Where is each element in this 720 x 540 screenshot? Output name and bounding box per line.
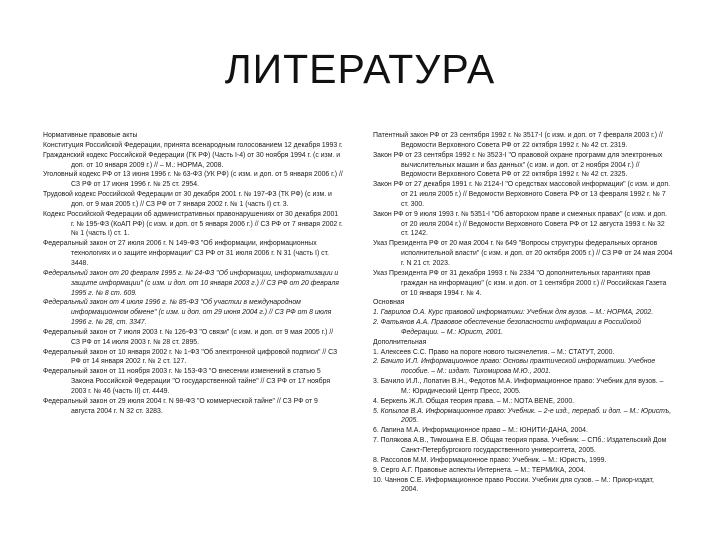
reference-entry: Федеральный закон от 11 ноября 2003 г. № 153-ФЗ "О внесении изменений в статью 5 Закона Российской Федерации "О государственной тайне" // СЗ РФ от 17 ноября 2003 г. № 46 (часть II) ст. 4449. xyxy=(43,368,331,395)
reference-entry: Уголовный кодекс РФ от 13 июня 1996 г. № 63-ФЗ (УК РФ) (с изм. и доп. от 5 января 2006 г.) // СЗ РФ от 17 июня 1996 г. № 25 ст. 2954. xyxy=(43,171,343,189)
reference-entry: Федеральный закон от 4 июля 1996 г. № 85-ФЗ "Об участии в международном информационном обмене" (с изм. и доп. от 29 июня 2004 г.) // СЗ РФ от 8 июля 1996 г. № 28, ст. 3347. xyxy=(43,299,332,327)
reference-entry: Указ Президента РФ от 31 декабря 1993 г. № 2334 "О дополнительных гарантиях прав граждан на информацию" (с изм. и доп. от 1 сентября 2000 г.) // Российская Газета от 10 января 1994 г. № 4. xyxy=(373,269,667,297)
section-heading: Дополнительная xyxy=(373,338,427,346)
reference-entry: Федеральный закон от 27 июля 2006 г. N 149-ФЗ "Об информации, информационных технологиях и о защите информации" СЗ РФ от 31 июля 2006 г. N 31 (часть I) ст. 3448. xyxy=(43,240,329,267)
reference-entry: Конституция Российской Федерации, принята всенародным голосованием 12 декабря 1993 г. xyxy=(43,141,343,149)
reference-entry: Кодекс Российской Федерации об административных правонарушениях от 30 декабря 2001 г. № 195-ФЗ (КоАП РФ) (с изм. и доп. от 5 января 2006 г.) // СЗ РФ от 7 января 2002 г. № 1 (часть I) ст. 1. xyxy=(43,210,343,238)
reference-entry: 9. Серго А.Г. Правовые аспекты Интернета. – М.: ТЕРМИКА, 2004. xyxy=(373,466,586,474)
reference-entry: 10. Чаннов С.Е. Информационное право России. Учебник для сузов. – М.: Приор-издат, 2004. xyxy=(373,476,654,494)
reference-entry: Трудовой кодекс Российской Федерации от 30 декабря 2001 г. № 197-ФЗ (ТК РФ) (с изм. и доп. от 9 мая 2005 г.) // СЗ РФ от 7 января 2002 г. № 1 (часть I) ст. 3. xyxy=(43,191,332,208)
reference-entry: 2. Фатьянов А.А. Правовое обеспечение безопасности информации в Российской Федерации. – М.: Юрист, 2001. xyxy=(373,319,642,336)
reference-entry: 5. Копылов В.А. Информационное право: Учебник. – 2-е изд., перераб. и доп. – М.: Юристъ, 2005. xyxy=(373,407,672,425)
reference-entry: 3. Бачило И.Л., Лопатин В.Н., Федотов М.А. Информационное право: Учебник для вузов. – М.: Юридический Центр Пресс, 2005. xyxy=(373,378,664,395)
reference-entry: 2. Бачило И.Л. Информационное право: Основы практической информатики. Учебное пособие. – М.: издат. Тихомирова М.Ю., 2001. xyxy=(373,358,656,376)
reference-entry: Гражданский кодекс Российской Федерации (ГК РФ) (Часть I-4) от 30 ноября 1994 г. (с изм. и доп. от 10 января 2009 г.) // – М.: НОРМА, 2008. xyxy=(43,151,341,169)
reference-entry: Закон РФ от 27 декабря 1991 г. № 2124-I "О средствах массовой информации" (с изм. и доп. от 21 июля 2005 г.) // Ведомости Верховного Совета РФ от 13 февраля 1992 г. № 7 ст. 300. xyxy=(373,181,671,208)
slide-title: ЛИТЕРАТУРА xyxy=(224,46,496,92)
reference-entry: 6. Лапина М.А. Информационное право – М.: ЮНИТИ-ДАНА, 2004. xyxy=(373,427,588,435)
reference-entry: Указ Президента РФ от 20 мая 2004 г. № 649 "Вопросы структуры федеральных органов исполнительной власти" (с изм. и доп. от 20 октября 2005 г.) // СЗ РФ от 24 мая 2004 г. N 21 ст. 2023. xyxy=(373,240,673,267)
references-left-column xyxy=(43,131,343,416)
reference-entry: Закон РФ от 23 сентября 1992 г. № 3523-I "О правовой охране программ для электронных вычислительных машин и баз данных" (с изм. и доп. от 2 ноября 2004 г.) // Ведомости Верховного Совета РФ от 22 октября 1992 г. № 42 ст. 2325. xyxy=(373,151,663,179)
reference-entry: Патентный закон РФ от 23 сентября 1992 г. № 3517-I (с изм. и доп. от 7 февраля 2003 г.) // Ведомости Верховного Совета РФ от 22 октября 1992 г. № 42 ст. 2319. xyxy=(373,132,663,149)
references-right-column xyxy=(373,131,673,495)
reference-entry: Федеральный закон от 10 января 2002 г. № 1-ФЗ "Об электронной цифровой подписи" // СЗ РФ от 14 января 2002 г. № 2 ст. 127. xyxy=(43,348,338,366)
reference-entry: 7. Полякова А.В., Тимошина Е.В. Общая теория права. Учебник. – СПб.: Издательский Дом Санкт-Петербургского государственного университета, 2005. xyxy=(373,437,667,454)
reference-entry: Федеральный закон от 7 июля 2003 г. № 126-ФЗ "О связи" (с изм. и доп. от 9 мая 2005 г.) // СЗ РФ от 14 июля 2003 г. № 28 ст. 2895. xyxy=(43,328,334,346)
section-heading: Нормативные правовые акты xyxy=(43,132,138,139)
reference-entry: Федеральный закон от 20 февраля 1995 г. № 24-ФЗ "Об информации, информатизации и защите информации" (с изм. и доп. от 10 января 2003 г.) // СЗ РФ от 20 февраля 1995 г. № 8 ст. 609. xyxy=(43,269,339,297)
reference-entry: 8. Рассолов М.М. Информационное право: Учебник. – М.: Юристъ, 1999. xyxy=(373,456,607,464)
section-heading: Основная xyxy=(373,299,405,307)
reference-entry: 1. Гаврилов О.А. Курс правовой информатики: Учебник для вузов. – М.: НОРМА, 2002. xyxy=(373,309,654,317)
reference-entry: 1. Алексеев С.С. Право на пороге нового тысячелетия. – М.: СТАТУТ, 2000. xyxy=(373,348,615,356)
reference-entry: Федеральный закон от 29 июля 2004 г. N 98-ФЗ "О коммерческой тайне" // СЗ РФ от 9 августа 2004 г. N 32 ст. 3283. xyxy=(43,397,318,415)
reference-entry: Закон РФ от 9 июля 1993 г. № 5351-I "Об авторском праве и смежных правах" (с изм. и доп. от 20 июля 2004 г.) // Ведомости Верховного Совета РФ от 12 августа 1993 г. № 32 ст. 1242. xyxy=(373,210,667,238)
reference-entry: 4. Беркель Ж.Л. Общая теория права. – М.: NOTA BENE, 2000. xyxy=(373,397,575,405)
